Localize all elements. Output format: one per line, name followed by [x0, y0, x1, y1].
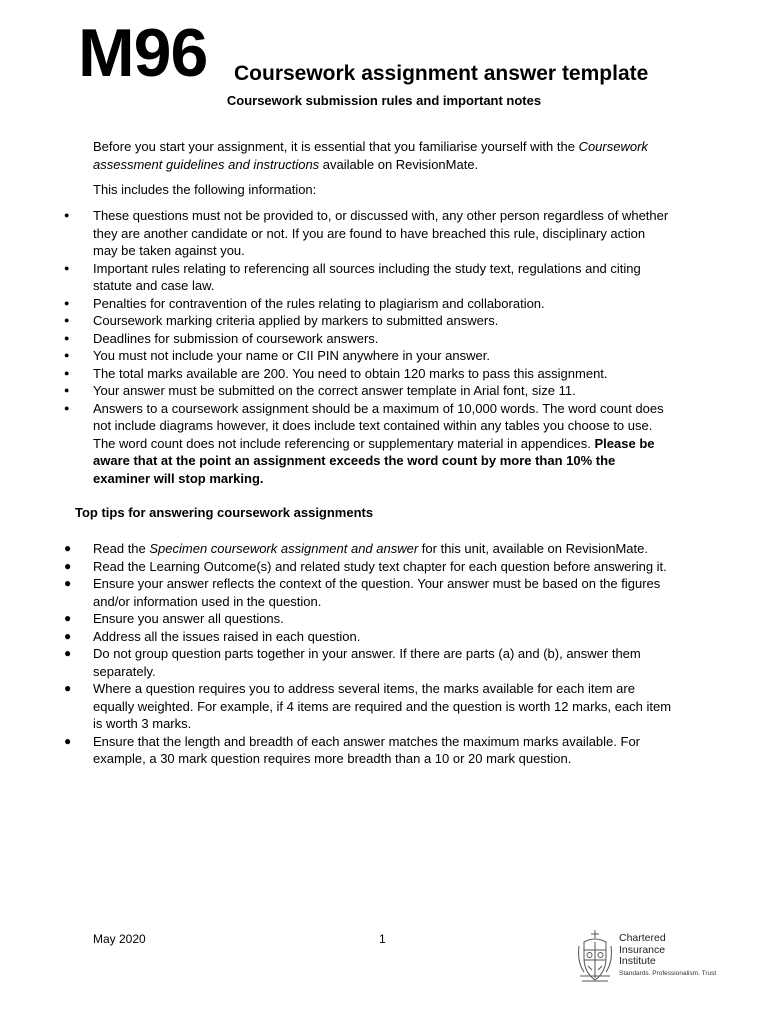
tips-list: [0, 540, 768, 768]
bullet-icon: ●: [64, 367, 70, 378]
bullet-icon: ●: [64, 210, 70, 220]
footer-date: May 2020: [93, 932, 146, 946]
guidelines-reference: Coursework assessment guidelines and instructions: [93, 139, 648, 172]
bullet-icon: ●: [64, 262, 70, 273]
list-item: ● Coursework marking criteria applied by markers to submitted answers.: [64, 313, 499, 328]
bullet-icon: ●: [64, 332, 70, 343]
intro-text-before: Before you start your assignment, it is essential that you familiarise yourself with the: [93, 139, 579, 154]
list-item: ● Penalties for contravention of the rules relating to plagiarism and collaboration.: [64, 295, 545, 311]
bullet-icon: ●: [64, 733, 72, 748]
list-item: ● These questions must not be provided to, or discussed with, any other person regardless of whether they are another candidate or not. If you are found to have breached this rule, disciplinary action may be taken against you.: [64, 208, 669, 258]
crest-icon: [576, 928, 614, 984]
bullet-icon: ●: [64, 611, 72, 625]
list-item: ● Where a question requires you to address several items, the marks available for each item are equally weighted. For example, if 4 items are required and the question is worth 12 marks, each item is worth 3 marks.: [64, 681, 672, 731]
tips-heading: Top tips for answering coursework assignments: [75, 505, 374, 520]
bullet-icon: ●: [64, 402, 70, 413]
list-item: ● Ensure your answer reflects the context of the question. Your answer must be based on the figures and/or information used in the question.: [64, 576, 661, 609]
list-item: ● Address all the issues raised in each question.: [64, 628, 361, 644]
intro-text-after: available on RevisionMate.: [319, 156, 479, 172]
bullet-icon: ●: [64, 558, 72, 573]
intro-includes-text: This includes the following information:: [93, 182, 317, 197]
specimen-reference: Specimen coursework assignment and answer: [149, 541, 419, 556]
institute-name: Chartered Insurance Institute: [619, 932, 666, 967]
list-item: ● The total marks available are 200. You need to obtain 120 marks to pass this assignment.: [64, 365, 608, 381]
bullet-icon: ●: [64, 681, 72, 695]
document-header: [78, 15, 758, 91]
page-number: 1: [379, 932, 386, 946]
document-title: Coursework assignment answer template: [234, 62, 649, 85]
institute-tagline: Standards. Professionalism. Trust: [619, 970, 717, 977]
list-item: ● Read the Learning Outcome(s) and related study text chapter for each question before answering it.: [64, 558, 667, 574]
bullet-icon: ●: [64, 350, 70, 360]
list-item: ● Ensure you answer all questions.: [64, 611, 284, 626]
bullet-icon: ●: [64, 628, 72, 643]
list-item: ● Read the Specimen coursework assignment and answer for this unit, available on RevisionMate.: [64, 541, 648, 556]
list-item: ● You must not include your name or CII PIN anywhere in your answer.: [64, 348, 490, 363]
list-item: ● Deadlines for submission of coursework answers.: [64, 330, 379, 346]
bullet-icon: ●: [64, 576, 72, 590]
rules-list: [0, 207, 768, 487]
cii-logo: [576, 928, 736, 988]
document-subtitle: Coursework submission rules and important notes: [226, 93, 542, 108]
word-count-warning: Please be aware that at the point an assignment exceeds the word count by more than 10% the examiner will stop marking.: [93, 435, 655, 486]
bullet-icon: ●: [64, 385, 70, 395]
unit-code: M96: [78, 15, 208, 91]
list-item: ● Do not group question parts together in your answer. If there are parts (a) and (b), answer them separately.: [64, 646, 641, 679]
bullet-icon: ●: [64, 297, 70, 308]
intro-paragraph: [93, 138, 683, 173]
list-item: ● Important rules relating to referencing all sources including the study text, regulations and citing statute and case law.: [64, 260, 641, 293]
word-count-rule: Answers to a coursework assignment should be a maximum of 10,000 words. The word count does not include diagrams however, it does include text contained within any tables you choose to use. The word count does not include referencing or supplementary material in appendices.: [93, 400, 664, 451]
bullet-icon: ●: [64, 315, 70, 325]
bullet-icon: ●: [64, 646, 72, 660]
list-item: ● Your answer must be submitted on the correct answer template in Arial font, size 11.: [64, 383, 576, 398]
list-item: [0, 400, 673, 488]
bullet-icon: ●: [64, 541, 72, 555]
list-item: ● Ensure that the length and breadth of each answer matches the maximum marks available. For example, a 30 mark question requires more breadth than a 10 or 20 mark question.: [64, 733, 641, 766]
